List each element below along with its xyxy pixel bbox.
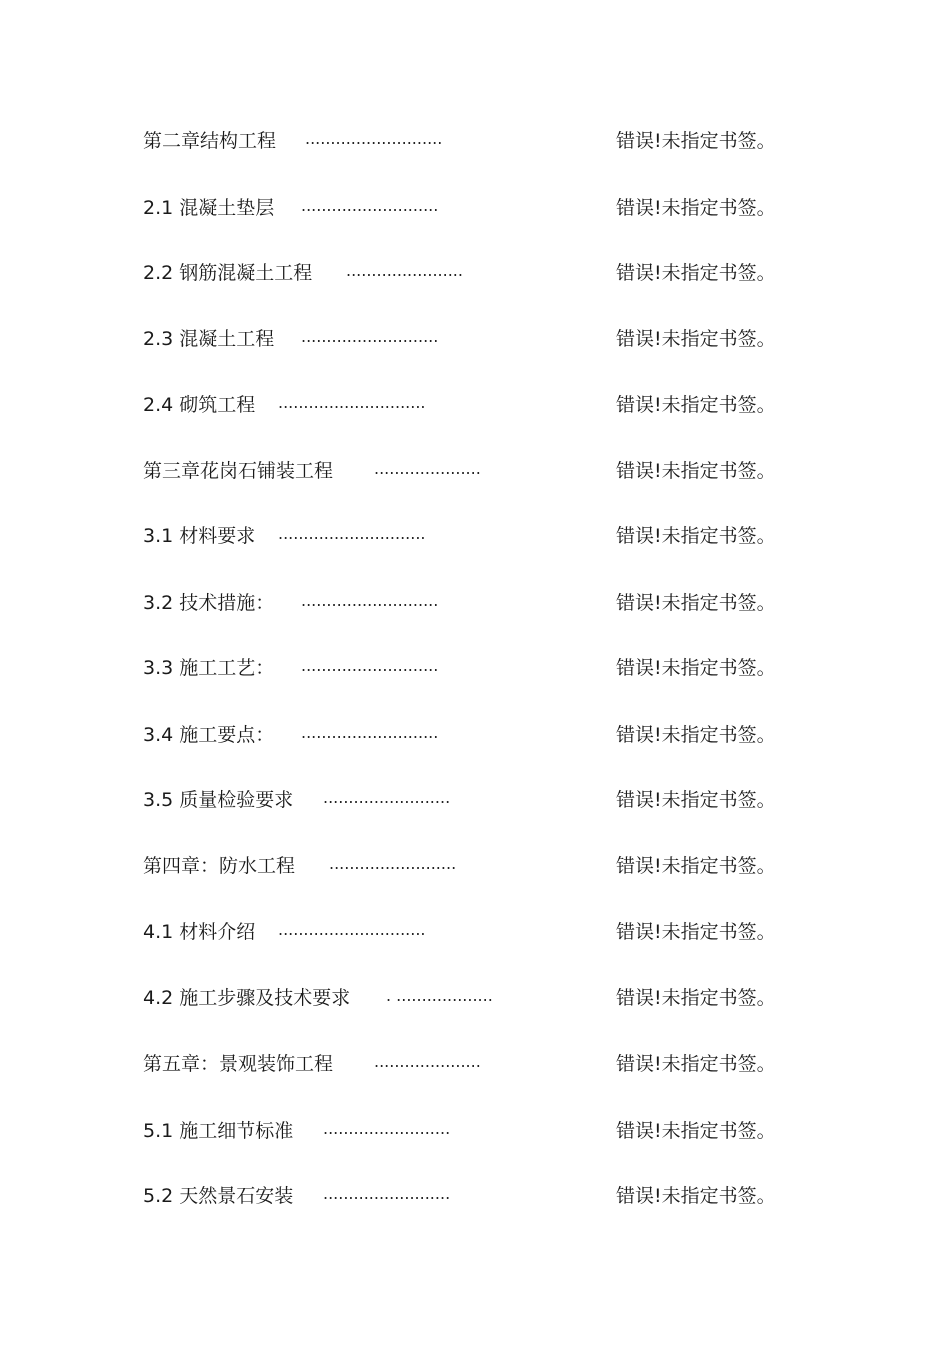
toc-entry-leader: ....................... xyxy=(346,261,463,280)
toc-entry-title: 第五章：景观装饰工程 xyxy=(143,1053,334,1075)
toc-entry-leader: ............................. xyxy=(278,524,426,543)
toc-entry[interactable] xyxy=(143,720,823,750)
toc-entry-title: 4.1 材料介绍 xyxy=(143,921,256,943)
toc-entry-page: 错误!未指定书签。 xyxy=(616,1120,776,1142)
toc-entry-leader: ..................... xyxy=(374,1052,481,1071)
toc-entry[interactable] xyxy=(143,983,823,1013)
toc-entry-page: 错误!未指定书签。 xyxy=(616,197,776,219)
toc-entry[interactable] xyxy=(143,193,823,223)
toc-entry[interactable] xyxy=(143,324,823,354)
toc-entry-leader: ......................... xyxy=(323,1119,451,1138)
toc-entry-page: 错误!未指定书签。 xyxy=(616,130,776,152)
toc-entry-title: 3.1 材料要求 xyxy=(143,525,256,547)
toc-entry[interactable] xyxy=(143,258,823,288)
toc-entry-page: 错误!未指定书签。 xyxy=(616,1053,776,1075)
toc-entry-title: 2.2 钢筋混凝土工程 xyxy=(143,262,313,284)
toc-entry[interactable] xyxy=(143,917,823,947)
toc-entry-leader: ............................. xyxy=(278,393,426,412)
toc-entry[interactable] xyxy=(143,126,823,156)
toc-entry-leader: . ................... xyxy=(386,986,493,1005)
toc-entry-title: 5.2 天然景石安装 xyxy=(143,1185,294,1207)
toc-entry[interactable] xyxy=(143,1116,823,1146)
toc-entry-page: 错误!未指定书签。 xyxy=(616,1185,776,1207)
toc-entry-title: 2.3 混凝土工程 xyxy=(143,328,275,350)
toc-entry-page: 错误!未指定书签。 xyxy=(616,657,776,679)
toc-entry[interactable] xyxy=(143,653,823,683)
toc-entry-leader: ........................... xyxy=(301,723,439,742)
toc-entry-page: 错误!未指定书签。 xyxy=(616,394,776,416)
toc-entry-title: 5.1 施工细节标准 xyxy=(143,1120,294,1142)
toc-entry-title: 3.2 技术措施： xyxy=(143,592,275,614)
toc-entry[interactable] xyxy=(143,588,823,618)
toc-entry-leader: ........................... xyxy=(305,129,443,148)
toc-entry-leader: ......................... xyxy=(323,1184,451,1203)
toc-entry-page: 错误!未指定书签。 xyxy=(616,525,776,547)
toc-entry-title: 2.1 混凝土垫层 xyxy=(143,197,275,219)
toc-entry-title: 3.3 施工工艺： xyxy=(143,657,275,679)
toc-entry[interactable] xyxy=(143,1049,823,1079)
toc-entry-title: 4.2 施工步骤及技术要求 xyxy=(143,987,351,1009)
toc-entry-title: 2.4 砌筑工程 xyxy=(143,394,256,416)
toc-entry-page: 错误!未指定书签。 xyxy=(616,724,776,746)
toc-entry[interactable] xyxy=(143,521,823,551)
toc-entry-title: 3.4 施工要点： xyxy=(143,724,275,746)
toc-entry[interactable] xyxy=(143,390,823,420)
toc-entry-leader: ..................... xyxy=(374,459,481,478)
toc-entry-leader: ........................... xyxy=(301,656,439,675)
toc-entry-page: 错误!未指定书签。 xyxy=(616,592,776,614)
toc-entry-page: 错误!未指定书签。 xyxy=(616,855,776,877)
toc-entry[interactable] xyxy=(143,851,823,881)
toc-entry-title: 第二章结构工程 xyxy=(143,130,277,152)
toc-entry[interactable] xyxy=(143,456,823,486)
toc-entry-page: 错误!未指定书签。 xyxy=(616,921,776,943)
toc-entry-page: 错误!未指定书签。 xyxy=(616,789,776,811)
toc-entry-title: 第三章花岗石铺装工程 xyxy=(143,460,334,482)
toc-entry-page: 错误!未指定书签。 xyxy=(616,262,776,284)
toc-entry[interactable] xyxy=(143,1181,823,1211)
toc-entry-leader: ........................... xyxy=(301,591,439,610)
toc-entry-leader: ......................... xyxy=(329,854,457,873)
toc-entry-leader: ........................... xyxy=(301,196,439,215)
toc-entry-page: 错误!未指定书签。 xyxy=(616,987,776,1009)
toc-entry-page: 错误!未指定书签。 xyxy=(616,328,776,350)
toc-entry[interactable] xyxy=(143,785,823,815)
toc-entry-leader: ......................... xyxy=(323,788,451,807)
toc-entry-leader: ........................... xyxy=(301,327,439,346)
toc-entry-title: 第四章：防水工程 xyxy=(143,855,296,877)
toc-entry-leader: ............................. xyxy=(278,920,426,939)
toc-entry-page: 错误!未指定书签。 xyxy=(616,460,776,482)
toc-entry-title: 3.5 质量检验要求 xyxy=(143,789,294,811)
